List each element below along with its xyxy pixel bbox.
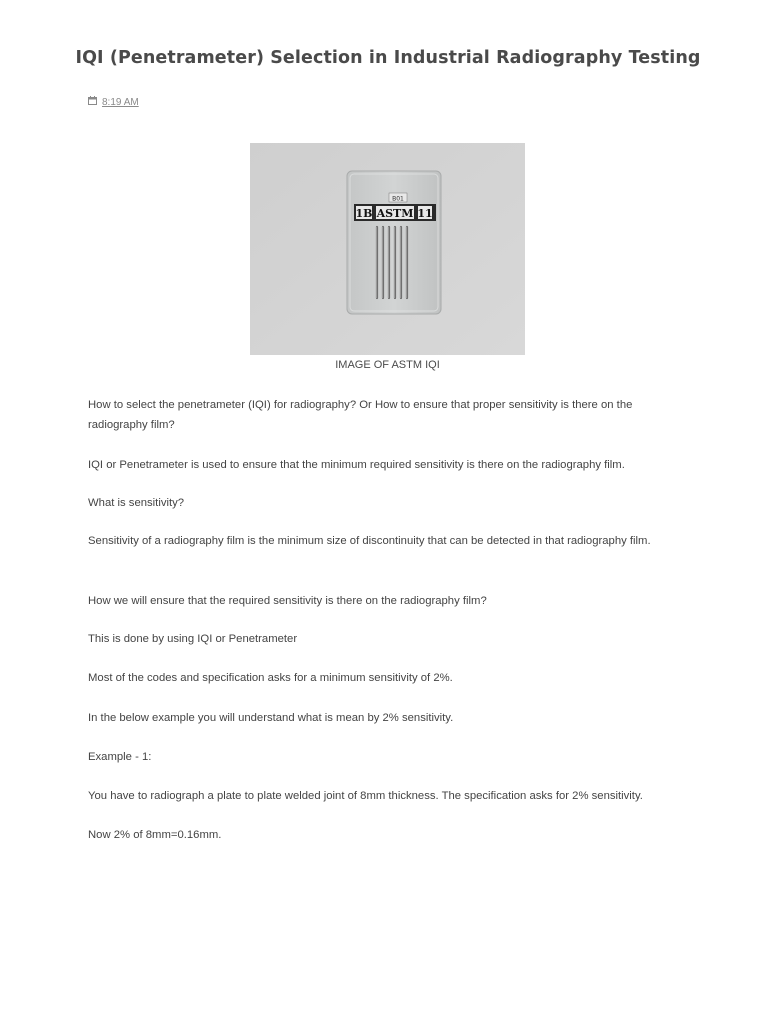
paragraph: This is done by using IQI or Penetrameter [88,633,298,645]
article-title: IQI (Penetrameter) Selection in Industrial Radiography Testing [75,48,701,68]
iqi-label-center: ASTM [376,207,414,220]
image-caption: IMAGE OF ASTM IQI [335,359,440,371]
paragraph: Sensitivity of a radiography film is the minimum size of discontinuity that can be detected in that radiography film. [88,535,651,547]
iqi-label-left: 1B [355,207,373,220]
post-time-link[interactable]: 8:19 AM [102,96,139,108]
paragraph: Example - 1: [88,751,152,763]
paragraph: In the below example you will understand what is mean by 2% sensitivity. [88,712,454,724]
paragraph: How to select the penetrameter (IQI) for radiography? Or How to ensure that proper sensitivity is there on the radiography film? [88,399,633,431]
calendar-icon [88,96,97,108]
paragraph: You have to radiograph a plate to plate welded joint of 8mm thickness. The specification asks for 2% sensitivity. [88,790,643,802]
paragraph: IQI or Penetrameter is used to ensure that the minimum required sensitivity is there on the radiography film. [88,459,625,471]
paragraph: Now 2% of 8mm=0.16mm. [88,829,222,841]
post-meta [88,96,139,108]
paragraph: How we will ensure that the required sensitivity is there on the radiography film? [88,595,487,607]
paragraph: What is sensitivity? [88,497,185,509]
iqi-small-label: B01 [392,195,404,203]
iqi-label-right: 11 [417,207,433,220]
astm-iqi-image [250,143,525,355]
paragraph: Most of the codes and specification asks for a minimum sensitivity of 2%. [88,672,453,684]
